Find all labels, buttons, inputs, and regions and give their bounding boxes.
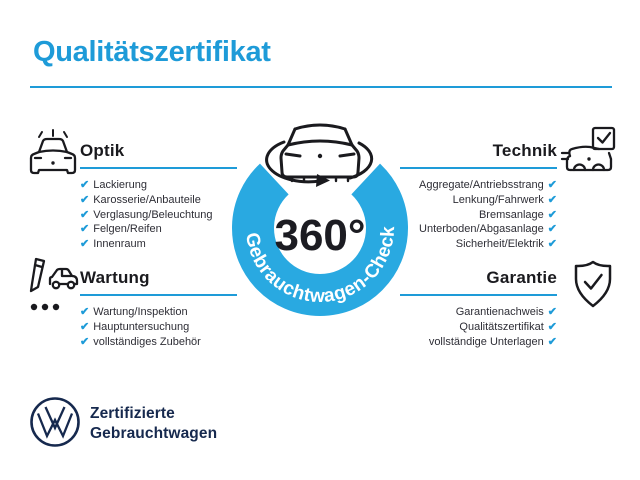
list-item-label: Lenkung/Fahrwerk [452,193,544,206]
section-optik-title: Optik [80,141,237,169]
rotating-car-icon [267,125,372,187]
list-item [400,222,557,237]
check-icon: ✔ [80,320,90,333]
check-icon: ✔ [80,193,90,206]
check-icon: ✔ [547,223,557,236]
list-item [80,305,237,320]
list-item [80,193,237,208]
footer-brand-line1: Zertifizierte [90,405,175,422]
list-item-label: Hauptuntersuchung [93,320,190,333]
check-icon: ✔ [547,193,557,206]
list-item-label: Lackierung [93,179,148,191]
section-technik-list [400,178,557,252]
list-item [400,305,557,320]
list-item-label: Innenraum [93,238,146,251]
list-item [400,193,557,208]
list-item-label: Garantienachweis [455,306,544,318]
vw-logo [29,396,81,448]
list-item-label: Aggregate/Antriebsstrang [419,179,544,191]
check-icon: ✔ [547,238,557,251]
check-icon: ✔ [80,208,90,221]
check-icon: ✔ [547,208,557,221]
section-wartung [80,268,237,349]
list-item-label: Karosserie/Anbauteile [93,193,201,206]
list-item [80,237,237,252]
section-wartung-list [80,305,237,349]
service-checklist-icon [26,257,80,315]
section-technik-title: Technik [400,141,557,169]
360-check-badge [220,118,420,328]
check-icon: ✔ [80,306,90,318]
section-wartung-title: Wartung [80,268,237,296]
list-item-label: Qualitätszertifikat [459,320,544,333]
check-icon: ✔ [80,335,90,348]
section-optik [80,141,237,252]
check-icon: ✔ [547,320,557,333]
section-technik [400,141,557,252]
list-item [80,320,237,335]
ring-label: Gebrauchtwagen-Check [240,225,400,308]
section-garantie-title: Garantie [400,268,557,296]
list-item-label: Sicherheit/Elektrik [455,238,544,251]
list-item [80,222,237,237]
check-icon: ✔ [80,179,90,191]
list-item-label: Bremsanlage [478,208,544,221]
list-item [80,208,237,223]
list-item-label: Felgen/Reifen [93,223,162,236]
car-shine-icon [26,127,80,177]
check-icon: ✔ [80,223,90,236]
car-checkbox-icon [560,126,618,180]
list-item-label: Unterboden/Abgasanlage [419,223,544,236]
list-item [400,237,557,252]
list-item [400,208,557,223]
list-item-label: vollständiges Zubehör [93,335,201,348]
list-item [80,335,237,350]
360-badge-graphic [220,118,420,328]
list-item [400,320,557,335]
list-item [400,178,557,193]
section-garantie-list [400,305,557,349]
footer-brand-label [90,404,217,444]
list-item [80,178,237,193]
page-title: Qualitätszertifikat [33,36,271,68]
check-icon: ✔ [547,306,557,318]
list-item-label: vollständige Unterlagen [428,335,544,348]
check-icon: ✔ [80,238,90,251]
section-garantie [400,268,557,349]
header-divider [30,86,612,88]
list-item-label: Verglasung/Beleuchtung [93,208,213,221]
list-item-label: Wartung/Inspektion [93,306,188,318]
badge-value: 360° [274,211,366,260]
footer-brand-line2: Gebrauchtwagen [90,425,218,442]
check-icon: ✔ [547,335,557,348]
list-item [400,335,557,350]
section-optik-list [80,178,237,252]
check-icon: ✔ [547,179,557,191]
shield-check-icon [573,260,613,308]
